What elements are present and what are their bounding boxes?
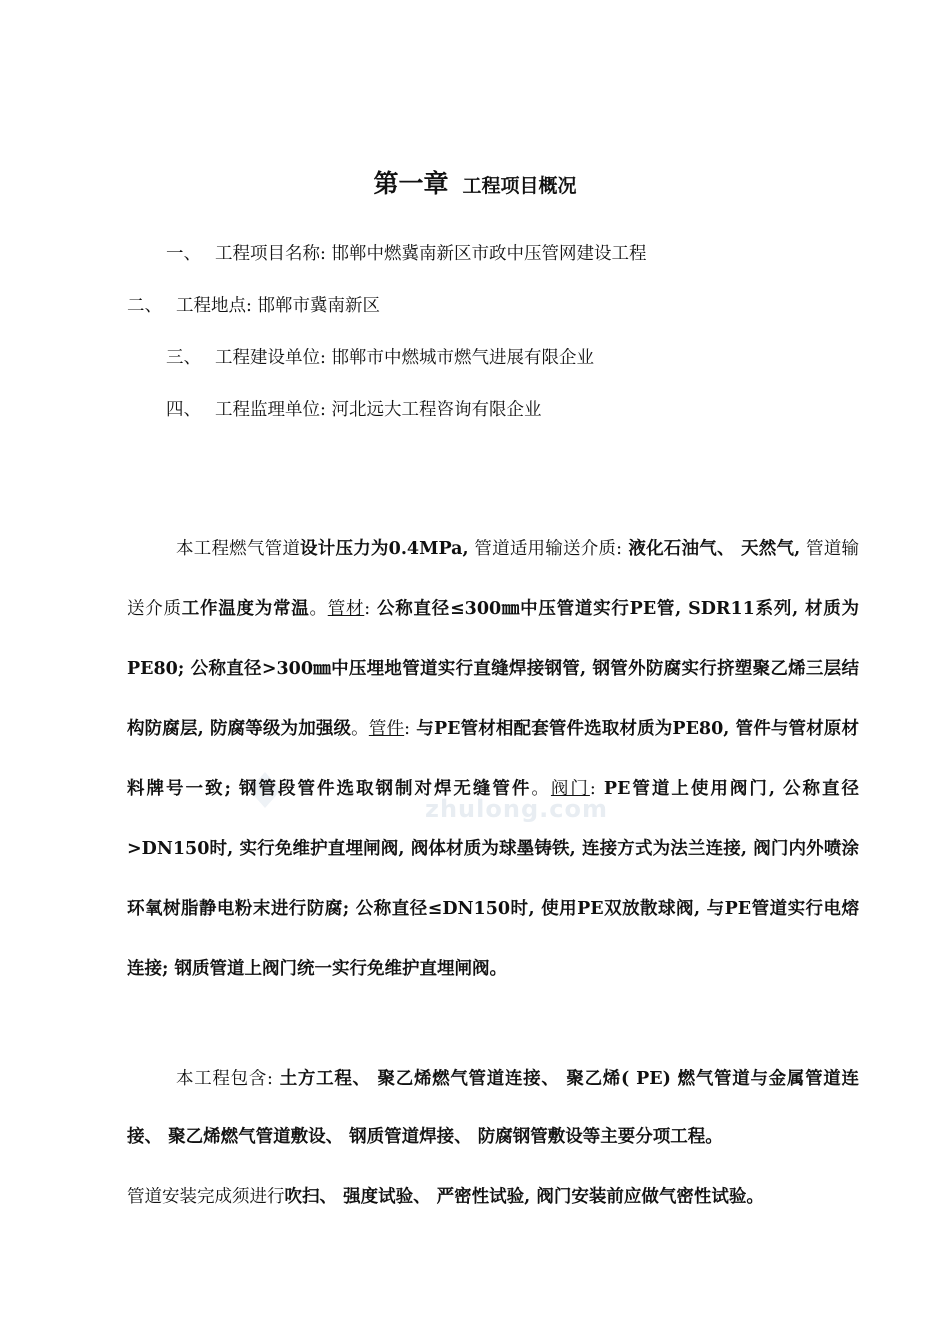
text-run-bold: 公称直径≤300㎜中压管道实行PE管, SDR11系列, 材质为PE80; 公称直径>300㎜中压埋地管道实行直缝焊接钢管, 钢管外防腐实行挤塑聚乙烯三层结构防腐层, 防腐等级为加强级	[127, 599, 859, 739]
info-number: 一、	[166, 244, 201, 264]
info-value: 邯郸市冀南新区	[257, 296, 380, 316]
text-run: 本工程包含:	[176, 1069, 273, 1089]
text-run: 管道输送介质	[127, 539, 859, 619]
info-label: 工程建设单位:	[215, 348, 326, 368]
info-number: 四、	[166, 400, 201, 420]
text-run: :	[589, 779, 596, 799]
text-run-bold: PE管道上使用阀门, 公称直径>DN150时, 实行免维护直埋闸阀, 阀体材质为球墨铸铁, 连接方式为法兰连接, 阀门内外喷涂环氧树脂静电粉末进行防腐; 公称直径≤DN150时, 使用PE双放散球阀, 与PE管道实行电熔连接; 钢质管道上阀门统一实行免维护直埋闸阀。	[127, 779, 860, 979]
watermark-text: zhulong.com	[425, 795, 608, 823]
info-value: 邯郸中燃冀南新区市政中压管网建设工程	[331, 244, 647, 264]
text-run-underlined: 管件	[368, 719, 405, 739]
info-value: 邯郸市中燃城市燃气进展有限企业	[331, 348, 594, 368]
text-run-bold: 液化石油气、 天然气,	[622, 539, 801, 559]
text-run: 。	[531, 779, 551, 799]
text-run-bold: 吹扫、 强度试验、 严密性试验, 阀门安装前应做气密性试验。	[284, 1187, 764, 1207]
text-run-bold: 工作温度为常温	[181, 599, 310, 619]
text-run: 管道适用输送介质:	[468, 539, 623, 559]
text-run: 。	[351, 719, 369, 739]
chapter-number: 第一章	[373, 169, 449, 198]
text-run-bold: 土方工程、 聚乙烯燃气管道连接、 聚乙烯( PE) 燃气管道与金属管道连接、 聚乙烯燃气管道敷设、 钢质管道焊接、 防腐钢管敷设等主要分项工程。	[127, 1069, 859, 1147]
info-label: 工程项目名称:	[215, 244, 326, 264]
text-run: 。	[309, 599, 328, 619]
info-item-builder	[166, 346, 594, 370]
info-label: 工程监理单位:	[215, 400, 326, 420]
info-label: 工程地点:	[176, 296, 252, 316]
info-number: 三、	[166, 348, 201, 368]
paragraph-pipeline-specs	[127, 519, 859, 999]
paragraph-testing	[127, 1168, 859, 1226]
text-run-bold: 设计压力为0.4MPa,	[300, 539, 469, 559]
info-item-location	[127, 294, 380, 318]
page-title	[0, 164, 950, 200]
text-run: 本工程燃气管道	[176, 539, 301, 559]
chapter-title: 工程项目概况	[462, 175, 577, 197]
paragraph-scope	[127, 1050, 859, 1166]
info-value: 河北远大工程咨询有限企业	[331, 400, 542, 420]
text-run-underlined: 阀门	[550, 779, 590, 799]
text-run: :	[404, 719, 411, 739]
text-run: 管道安装完成须进行	[127, 1187, 285, 1207]
text-run-bold: 与PE管材相配套管件选取材质为PE80, 管件与管材原材料牌号一致; 钢管段管件选取钢制对焊无缝管件	[127, 719, 860, 799]
info-item-project-name	[166, 242, 646, 266]
info-number: 二、	[127, 296, 162, 316]
text-run: :	[364, 599, 371, 619]
info-item-supervisor	[166, 398, 541, 422]
text-run-underlined: 管材	[327, 599, 365, 619]
